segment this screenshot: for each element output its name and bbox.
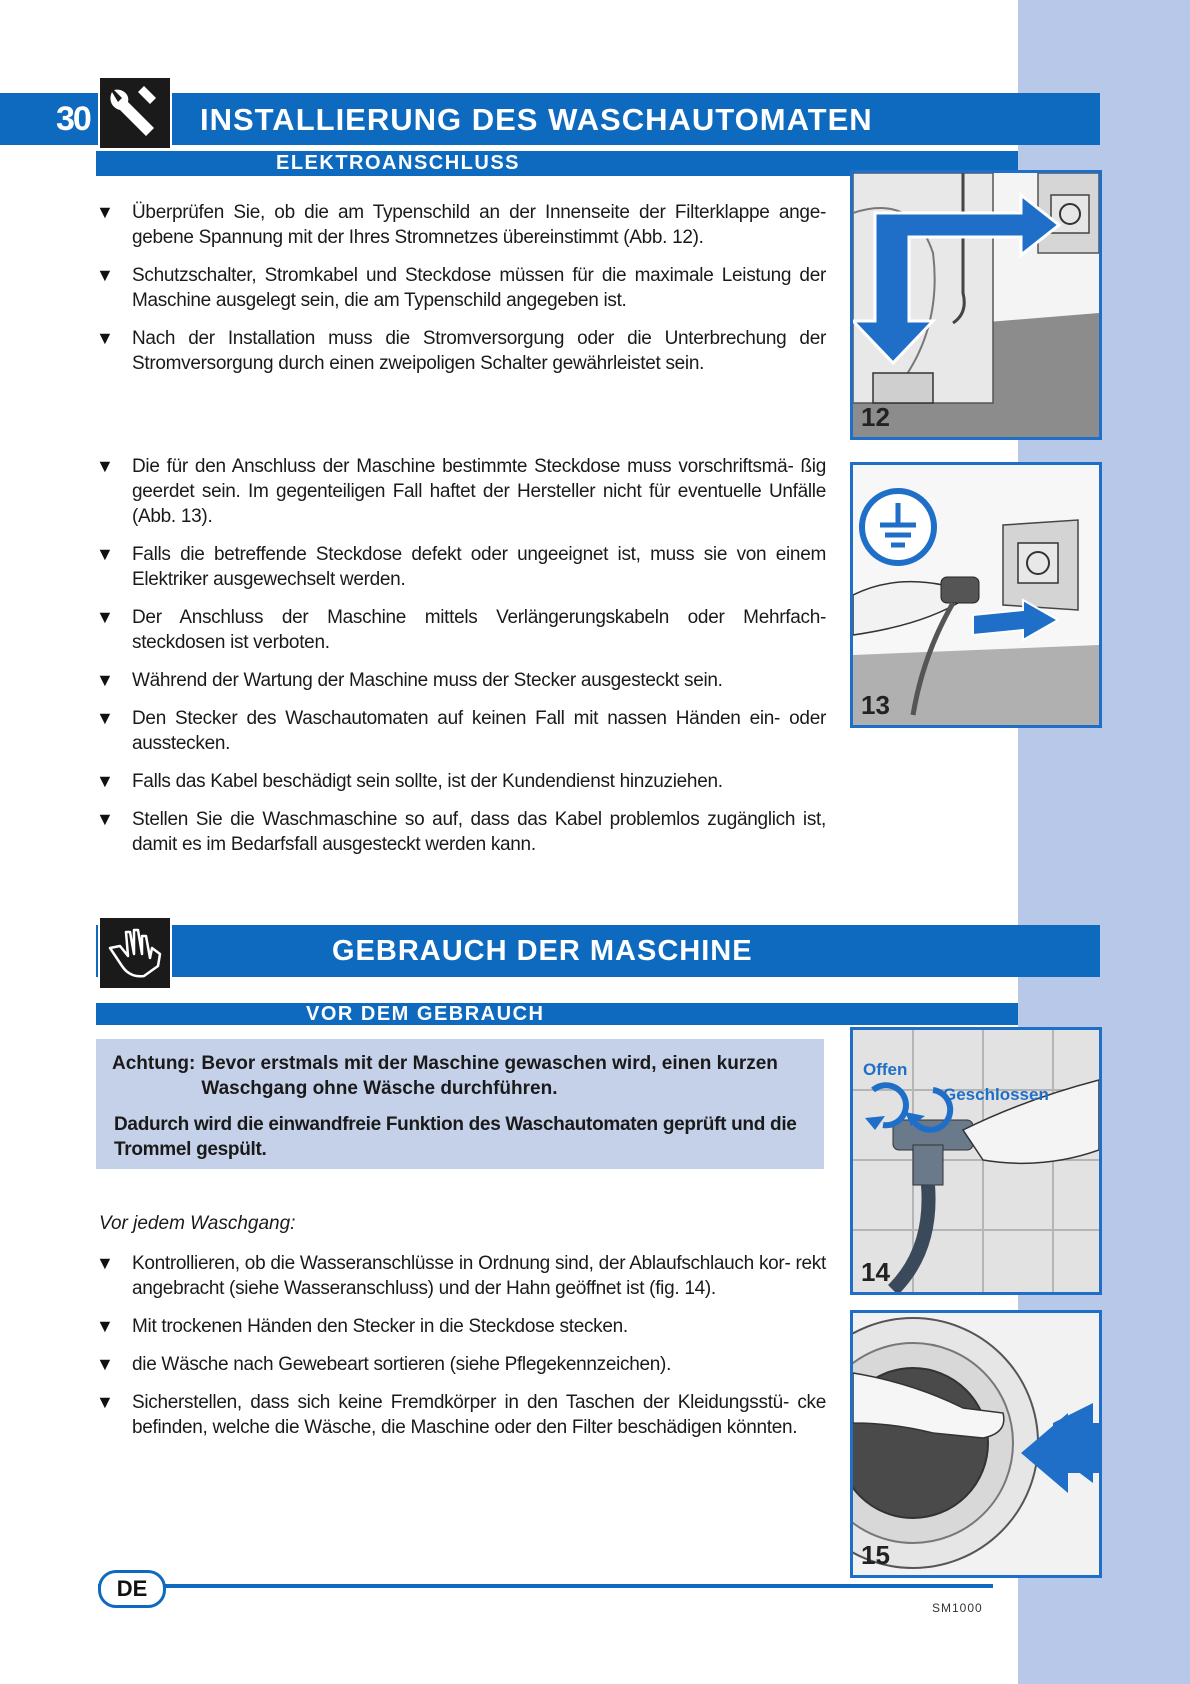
- section-subtitle: ELEKTROANSCHLUSS: [96, 151, 1018, 176]
- list-item: ▼ Falls das Kabel beschädigt sein sollte, ist der Kundendienst hinzuziehen.: [96, 769, 826, 794]
- language-badge: DE: [98, 1570, 166, 1608]
- list-item: ▼ Stellen Sie die Waschmaschine so auf, dass das Kabel problemlos zugänglich ist, damit es im Bedarfsfall ausgesteckt werden kann.: [96, 807, 826, 857]
- figure-number: 13: [861, 690, 890, 720]
- figure-15: [850, 1310, 1102, 1578]
- list-item: ▼ Mit trockenen Händen den Stecker in die Steckdose stecken.: [96, 1314, 826, 1339]
- note-row: [112, 1051, 812, 1101]
- footer-rule: [98, 1584, 993, 1588]
- list-item: ▼ die Wäsche nach Gewebeart sortieren (siehe Pflegekennzeichen).: [96, 1352, 826, 1377]
- label-open: Offen: [863, 1060, 908, 1079]
- grounding-illustration: [853, 465, 1099, 725]
- bullet-list: [96, 1251, 826, 1453]
- model-code: SM1000: [932, 1601, 983, 1615]
- wrench-icon: [98, 76, 172, 150]
- figure-number: 14: [861, 1257, 890, 1287]
- door-illustration: [853, 1313, 1099, 1575]
- list-item: ▼ Nach der Installation muss die Stromversorgung oder die Unterbrechung der Stromversorgung durch einen zweipoligen Schalter gewährleistet sein.: [96, 326, 826, 376]
- section-title: INSTALLIERUNG DES WASCHAUTOMATEN: [200, 102, 873, 137]
- section-title: GEBRAUCH DER MASCHINE: [332, 935, 753, 967]
- hand-icon: [98, 916, 172, 990]
- figure-14: [850, 1027, 1102, 1295]
- list-item: ▼ Falls die betreffende Steckdose defekt oder ungeeignet ist, muss sie von einem Elektriker ausgewechselt werden.: [96, 542, 826, 592]
- warning-note: [96, 1039, 824, 1169]
- list-item: ▼ Kontrollieren, ob die Wasseranschlüsse in Ordnung sind, der Ablaufschlauch kor- rekt angebracht (siehe Wasseranschluss) und der Hahn geöffnet ist (fig. 14).: [96, 1251, 826, 1301]
- bullet-list: [96, 454, 826, 870]
- figure-number: 15: [861, 1540, 890, 1570]
- socket-illustration: [853, 173, 1099, 437]
- list-item: ▼ Überprüfen Sie, ob die am Typenschild an der Innenseite der Filterklappe ange- gebene Spannung mit der Ihres Stromnetzes übereinstimmt (Abb. 12).: [96, 200, 826, 250]
- intro-text: Vor jedem Waschgang:: [99, 1213, 296, 1234]
- list-item: ▼ Sicherstellen, dass sich keine Fremdkörper in den Taschen der Kleidungsstü- cke befinden, welche die Wäsche, die Maschine oder den Filter beschädigen könnten.: [96, 1390, 826, 1440]
- list-item: ▼ Der Anschluss der Maschine mittels Verlängerungskabeln oder Mehrfach- steckdosen ist verboten.: [96, 605, 826, 655]
- figure-13: [850, 462, 1102, 728]
- figure-12: [850, 170, 1102, 440]
- note-text: Bevor erstmals mit der Maschine gewaschen wird, einen kurzen Waschgang ohne Wäsche durchführen.: [201, 1053, 778, 1099]
- tap-illustration: [853, 1030, 1099, 1292]
- list-item: ▼ Die für den Anschluss der Maschine bestimmte Steckdose muss vorschriftsmä- ßig geerdet sein. Im gegenteiligen Fall haftet der Hersteller nicht für eventuelle Unfälle (Abb. 13).: [96, 454, 826, 529]
- figure-number: 12: [861, 402, 890, 432]
- section-subtitle: VOR DEM GEBRAUCH: [96, 1003, 1018, 1025]
- note-label: Achtung:: [112, 1053, 196, 1074]
- list-item: ▼ Während der Wartung der Maschine muss der Stecker ausgesteckt sein.: [96, 668, 826, 693]
- page-number: 30: [56, 100, 90, 138]
- list-item: ▼ Den Stecker des Waschautomaten auf keinen Fall mit nassen Händen ein- oder ausstecken.: [96, 706, 826, 756]
- note-text: Dadurch wird die einwandfreie Funktion des Waschautomaten geprüft und die Trommel gespült.: [114, 1114, 797, 1160]
- label-closed: Geschlossen: [943, 1085, 1049, 1104]
- list-item: ▼ Schutzschalter, Stromkabel und Steckdose müssen für die maximale Leistung der Maschine ausgelegt sein, die am Typenschild angegeben ist.: [96, 263, 826, 313]
- bullet-list: [96, 200, 826, 389]
